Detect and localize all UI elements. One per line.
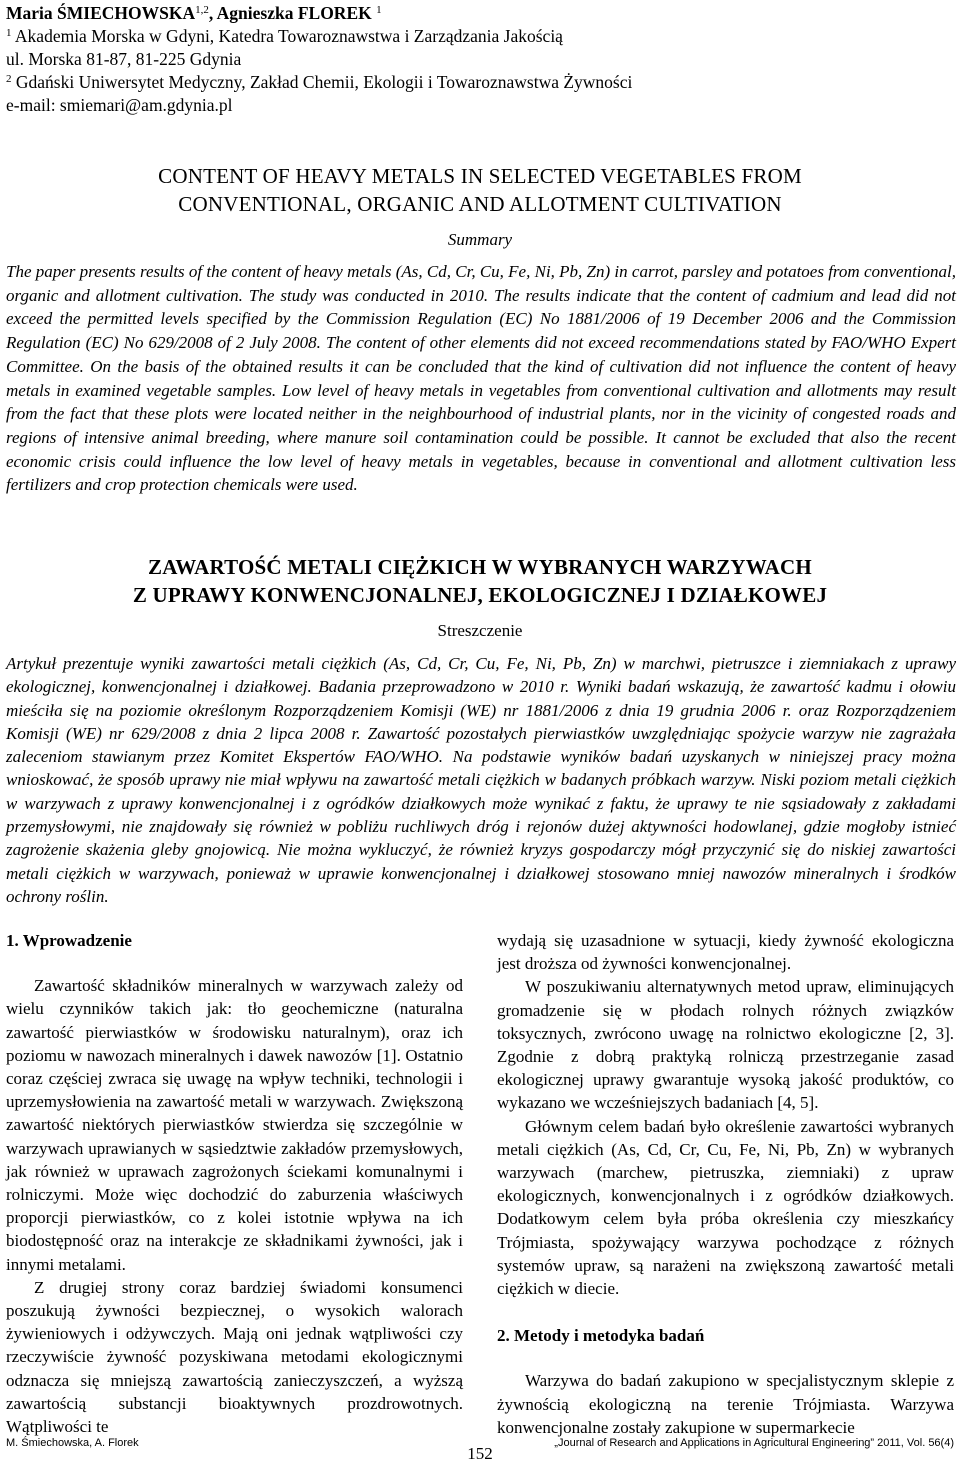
section-1-paragraph-3: wydają się uzasadnione w sytuacji, kiedy żywność ekologiczna jest droższa od żywności konwencjonalnej. bbox=[497, 931, 954, 974]
affiliation-1: $^1$ Akademia Morska w Gdyni, Katedra Towaroznawstwa i Zarządzania Jakością bbox=[6, 26, 563, 46]
streszczenie-heading: Streszczenie bbox=[437, 621, 523, 640]
author-email: e-mail: smiemari@am.gdynia.pl bbox=[6, 95, 233, 115]
title-english: CONTENT OF HEAVY METALS IN SELECTED VEGETABLES FROM CONVENTIONAL, ORGANIC AND ALLOTMENT CULTIVATION bbox=[158, 164, 802, 216]
author-block bbox=[6, 2, 946, 117]
author-names: Maria ŚMIECHOWSKA$^{1,2}$, Agnieszka FLOREK $^1$ bbox=[6, 3, 382, 23]
footer-authors: M. Śmiechowska, A. Florek bbox=[6, 1437, 139, 1449]
section-1-paragraph-5: Głównym celem badań było określenie zawartości wybranych metali ciężkich (As, Cd, Cr, Cu, Fe, Ni, Pb, Zn) w wybranych warzywach (marchew, pietruszka, ziemniaki) z upraw ekologicznych, konwencjonalnych i z ogródków działkowych. Dodatkowym celem była próba określenia czy mieszkańcy Trójmiasta, spożywający warzywa pochodzące z różnych systemów upraw, są narażeni na zwiększoną zawartość metali ciężkich w diecie. bbox=[497, 1116, 954, 1299]
page-number: 152 bbox=[467, 1444, 493, 1463]
affiliation-2: $^2$ Gdański Uniwersytet Medyczny, Zakład Chemii, Ekologii i Towaroznawstwa Żywności bbox=[6, 72, 633, 92]
summary-heading: Summary bbox=[447, 230, 513, 249]
section-1-paragraph-4: W poszukiwaniu alternatywnych metod upraw, eliminujących gromadzenie się w płodach rolnych różnych związków toksycznych, zwrócono uwagę na rolnictwo ekologiczne [2, 3]. Zgodnie z dobrą praktyką rolniczą przestrzeganie zasad ekologicznej uprawy gwarantuje wysoką jakość produktów, co wykazano we wcześniejszych badaniach [4, 5]. bbox=[497, 977, 954, 1113]
right-column bbox=[497, 929, 954, 1439]
section-2-heading: 2. Metody i metodyka badań bbox=[497, 1326, 705, 1346]
summary-text: The paper presents results of the content of heavy metals (As, Cd, Cr, Cu, Fe, Ni, Pb, Zn) in carrot, parsley and potatoes from conventional, organic and allotment cultivation. The study was conducted in 2010. The results indicate that the content of cadmium and lead did not exceed the permitted levels specified by the Commission Regulation (EC) No 1881/2006 of 19 December 2006 and the Commission Regulation (EC) No 629/2008 of 2 July 2008. The content of other elements did not exceed recommendations stated by FAO/WHO Expert Committee. On the basis of the obtained results it can be concluded that the kind of cultivation did not influence the content of heavy metals in examined vegetable samples. Low level of heavy metals in vegetables from conventional cultivation and allotments may result from the fact that these plots were located neither in the neighbourhood of industrial plants, nor in the vicinity of congested roads and regions of intensive animal breeding, where manure soil contamination could be possible. It cannot be excluded that also the recent economic crisis could influence the low level of heavy metals in vegetables, because in conventional and allotment cultivation less fertilizers and crop protection chemicals were used. bbox=[6, 262, 956, 495]
section-1-heading: 1. Wprowadzenie bbox=[6, 931, 132, 950]
footer-journal: „Journal of Research and Applications in Agricultural Engineering” 2011, Vol. 56(4) bbox=[554, 1437, 954, 1449]
section-1-paragraph-2: Z drugiej strony coraz bardziej świadomi konsumenci poszukują żywności bezpiecznej, o wysokich walorach żywieniowych i odżywczych. Mają oni jednak wątpliwości czy rzeczywiście żywność pozyskiwana metodami ekologicznymi odznacza się mniejszą zawartością zanieczyszczeń, a wyższą zawartością substancji bioaktywnych prozdrowotnych. Wątpliwości te bbox=[6, 1277, 463, 1437]
affiliation-address: ul. Morska 81-87, 81-225 Gdynia bbox=[6, 49, 242, 69]
streszczenie-text: Artykuł prezentuje wyniki zawartości metali ciężkich (As, Cd, Cr, Cu, Fe, Ni, Pb, Zn) w marchwi, pietruszce i ziemniakach z uprawy ekologicznej, konwencjonalnej i działkowej. Badania przeprowadzono w 2010 r. Wyniki badań wskazują, że zawartość kadmu i ołowiu mieściła się na poziomie określonym Rozporządzeniem Komisji (WE) nr 1881/2006 z dnia 19 grudnia 2006 r. oraz Rozporządzeniem Komisji (WE) nr 629/2008 z dnia 2 lipca 2008 r. Zawartość pozostałych pierwiastków uwzględniając spożycie warzyw nie zagrażała zaleceniom stawianym przez Komitet Ekspertów FAO/WHO. Na podstawie wyników badań uzyskanych w niniejszej pracy można wnioskować, że sposób uprawy nie miał wpływu na zawartość metali ciężkich w badanych próbkach warzyw. Niski poziom metali ciężkich w warzywach z uprawy konwencjonalnej i z ogródków działkowych może wynikać z faktu, że uprawy te nie sąsiadowały z zakładami przemysłowymi, nie znajdowały się również w pobliżu ruchliwych dróg i rejonów dużej aktywności hodowlanej, gdzie mogłoby istnieć zagrożenie skażenia gleby gnojowicą. Nie można wykluczyć, że również kryzys gospodarczy mógł przyczynić się do niskiej zawartości metali ciężkich w warzywach, ponieważ w uprawie konwencjonalnej i działkowej stosowano mniej nawozów mineralnych i środków ochrony roślin. bbox=[6, 654, 956, 906]
title-polish: ZAWARTOŚĆ METALI CIĘŻKICH W WYBRANYCH WARZYWACH Z UPRAWY KONWENCJONALNEJ, EKOLOGICZNEJ I DZIAŁKOWEJ bbox=[132, 555, 828, 607]
section-1-paragraph-1: Zawartość składników mineralnych w warzywach zależy od wielu czynników takich jak: tło geochemiczne (naturalna zawartość pierwiastków w środowisku naturalnym), oraz ich poziomu w nawozach mineralnych i dawek nawozów [1]. Ostatnio coraz częściej zwraca się uwagę na wpływ techniki, technologii i uprzemysłowienia na zawartość metali w warzywach. Zwiększoną zawartość niektórych pierwiastków stwierdza się szczególnie w warzywach uprawianych w sąsiedztwie zakładów przemysłowych, jak również w uprawach zagrożonych ściekami komunalnymi i rolniczymi. Może więc dochodzić do zaburzenia właściwych proporcji pierwiastków, co z kolei istotnie wpływa na ich biodostępność oraz na interakcje ze składnikami żywności, jak i innymi metalami. bbox=[6, 976, 463, 1274]
section-2-paragraph-1: Warzywa do badań zakupiono w specjalistycznym sklepie z żywnością ekologiczną na terenie Trójmiasta. Warzywa konwencjonalne zostały zakupione w supermarkecie bbox=[497, 1371, 954, 1437]
left-column bbox=[6, 929, 463, 1438]
